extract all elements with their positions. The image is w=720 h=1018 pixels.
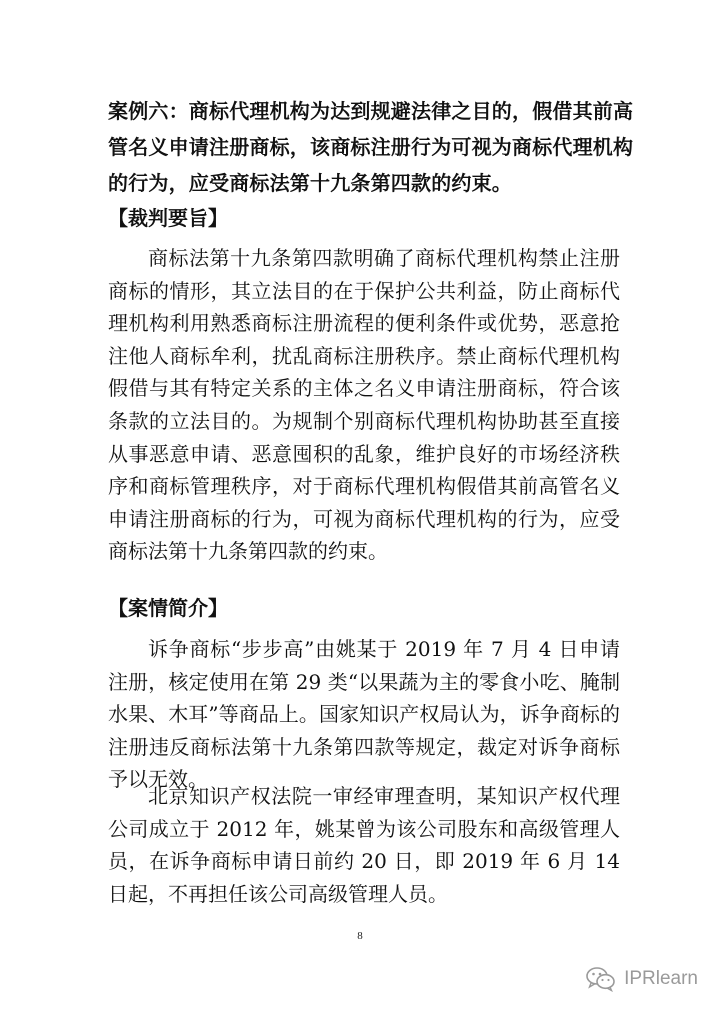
wechat-icon <box>586 966 616 992</box>
case-brief-paragraph-2: 北京知识产权法院一审经审理查明，某知识产权代理公司成立于 2012 年，姚某曾为该公司股东和高级管理人员，在诉争商标申请日前约 20 日，即 2019 年 6 月 14 日起，不再担任该公司高级管理人员。 <box>108 784 620 906</box>
case-title: 案例六：商标代理机构为达到规避法律之目的，假借其前高管名义申请注册商标，该商标注册行为可视为商标代理机构的行为，应受商标法第十九条第四款的约束。 <box>108 99 634 195</box>
judgment-summary-paragraph: 商标法第十九条第四款明确了商标代理机构禁止注册商标的情形，其立法目的在于保护公共利益，防止商标代理机构利用熟悉商标注册流程的便利条件或优势，恶意抢注他人商标牟利，扰乱商标注册秩序。禁止商标代理机构假借与其有特定关系的主体之名义申请注册商标，符合该条款的立法目的。为规制个别商标代理机构协助甚至直接从事恶意申请、恶意囤积的乱象，维护良好的市场经济秩序和商标管理秩序，对于商标代理机构假借其前高管名义申请注册商标的行为，可视为商标代理机构的行为，应受商标法第十九条第四款的约束。 <box>108 246 620 564</box>
section-heading-case-brief: 【案情简介】 <box>108 596 228 620</box>
case-brief-paragraph-1: 诉争商标“步步高”由姚某于 2019 年 7 月 4 日申请注册，核定使用在第 29 类“以果蔬为主的零食小吃、腌制水果、木耳”等商品上。国家知识产权局认为，诉争商标的注册违反商标法第十九条第四款等规定，裁定对诉争商标予以无效。 <box>108 637 620 792</box>
watermark <box>586 966 698 992</box>
watermark-text: IPRlearn <box>624 968 698 989</box>
page-number: 8 <box>357 930 363 942</box>
section-heading-judgment-summary: 【裁判要旨】 <box>108 206 228 230</box>
